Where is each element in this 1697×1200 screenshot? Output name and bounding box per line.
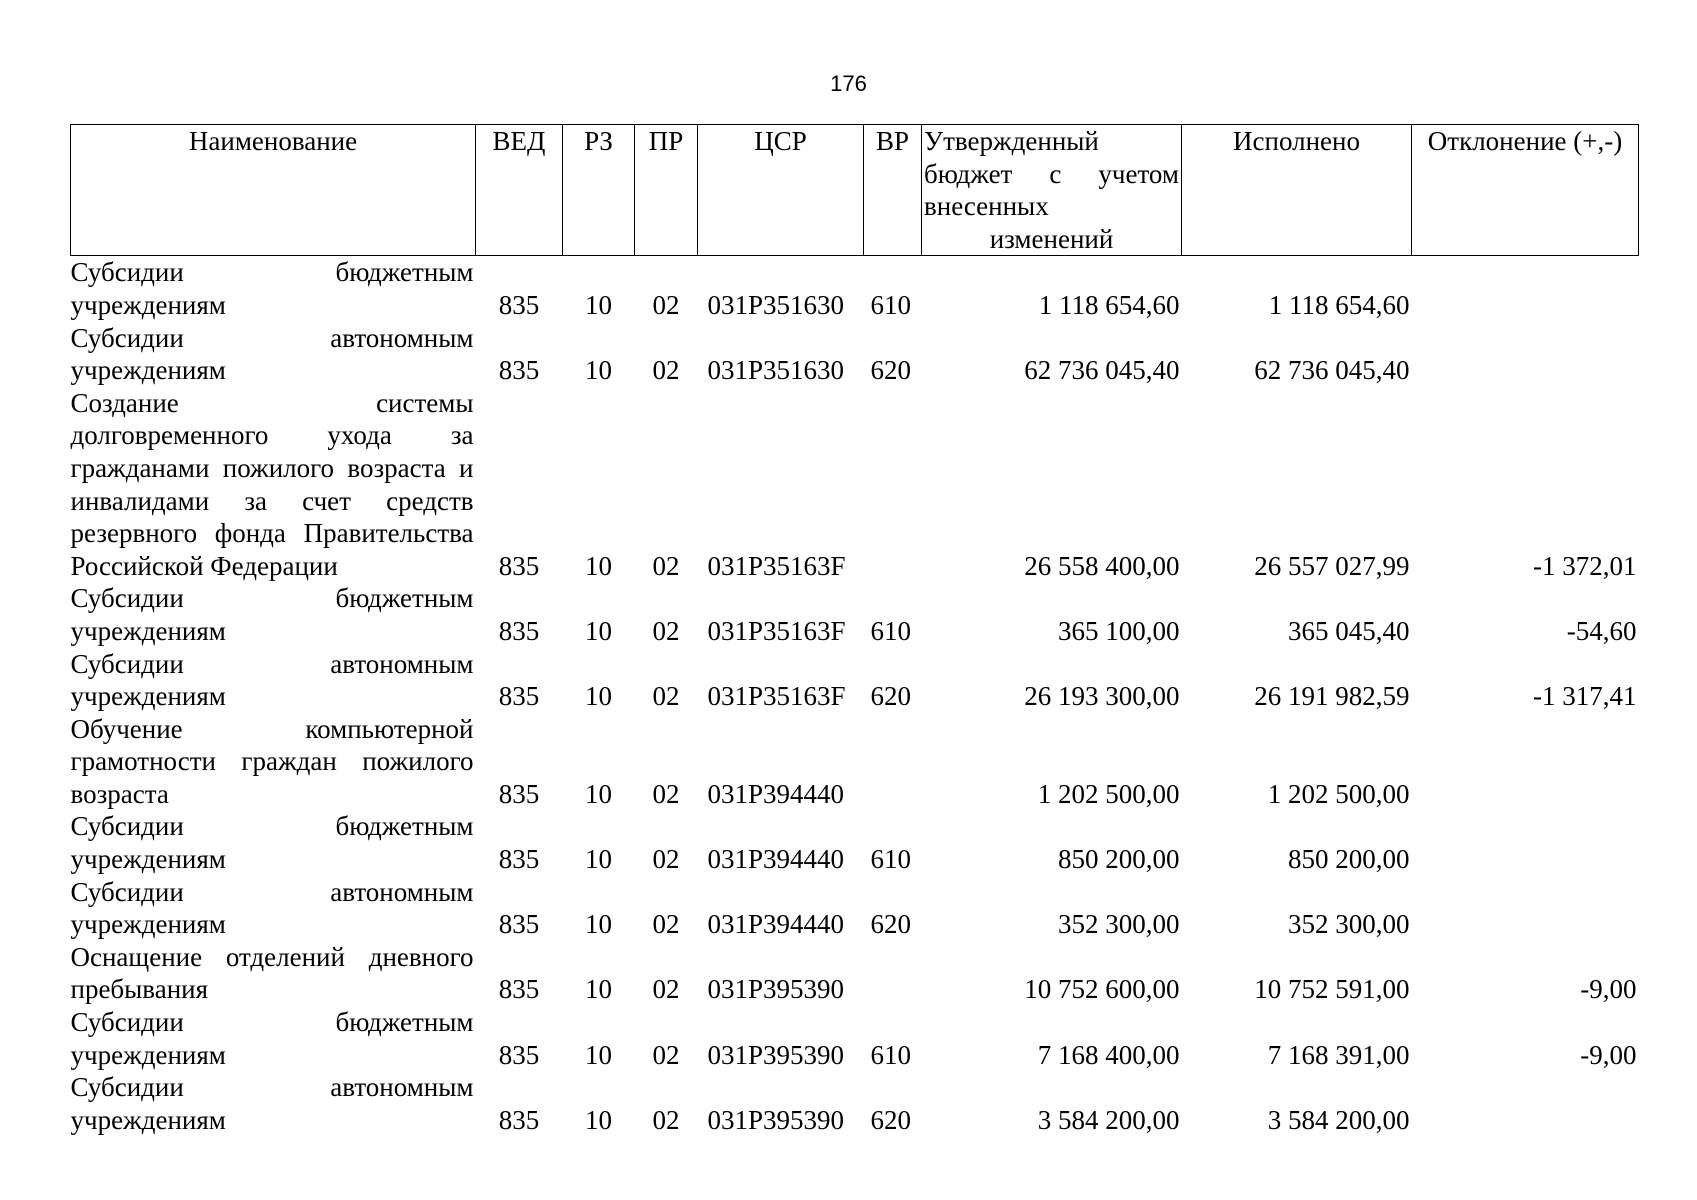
row-csr: 031P394440 (707, 844, 845, 875)
row-executed: 365 045,40 (1288, 615, 1410, 646)
budget-table (70, 124, 1639, 1136)
row-name: Субсидии бюджетным учреждениям (70, 257, 474, 320)
row-pr: 02 (652, 355, 680, 386)
row-approved: 62 736 045,40 (1024, 355, 1180, 386)
row-name: Субсидии автономным учреждениям (70, 876, 474, 940)
row-executed: 26 191 982,59 (1254, 681, 1410, 712)
header-csr: ЦСР (698, 125, 864, 256)
row-deviation (1412, 810, 1639, 875)
row-pr: 02 (652, 615, 680, 646)
row-approved: 26 193 300,00 (1024, 681, 1180, 712)
header-vr: ВР (864, 125, 922, 256)
row-csr: 031P351630 (707, 355, 845, 386)
header-name: Наименование (71, 125, 476, 256)
row-ved: 835 (498, 844, 540, 875)
row-csr: 031P35163F (707, 550, 846, 581)
row-deviation: -1 372,01 (1533, 550, 1637, 581)
row-deviation (1412, 1071, 1639, 1136)
row-executed: 3 584 200,00 (1267, 1104, 1410, 1135)
row-name: Субсидии бюджетным учреждениям (70, 811, 474, 875)
row-approved: 10 752 600,00 (1024, 974, 1180, 1005)
row-rz: 10 (585, 681, 612, 712)
row-ved: 835 (498, 909, 540, 940)
row-name: Субсидии автономным учреждениям (70, 1072, 474, 1135)
row-executed: 26 557 027,99 (1254, 550, 1410, 581)
page-number: 176 (830, 71, 867, 96)
row-deviation: -54,60 (1566, 615, 1637, 646)
row-csr: 031P395390 (707, 1039, 845, 1070)
row-executed: 7 168 391,00 (1267, 1039, 1410, 1070)
row-csr: 031P35163F (707, 681, 846, 712)
table-body (71, 256, 1639, 1137)
row-deviation (1412, 876, 1639, 941)
row-csr: 031P395390 (707, 1104, 845, 1135)
row-deviation (1412, 322, 1639, 387)
row-rz: 10 (585, 355, 612, 386)
row-name: Обучение компьютерной грамотности граждан пожилого возраста (70, 713, 474, 809)
header-approved-budget (922, 125, 1182, 256)
row-ved: 835 (498, 1104, 540, 1135)
row-executed: 62 736 045,40 (1254, 355, 1410, 386)
row-rz: 10 (585, 909, 612, 940)
row-approved: 3 584 200,00 (1037, 1104, 1180, 1135)
row-approved: 850 200,00 (1058, 844, 1180, 875)
row-name: Создание системы долговременного ухода за гражданами пожилого возраста и инвалидами за счет средств резервного фонда Правительства Российской Федерации (70, 387, 474, 581)
table-row (71, 387, 1639, 583)
row-vr: 610 (870, 289, 911, 320)
row-csr: 031P394440 (707, 778, 845, 809)
row-rz: 10 (585, 844, 612, 875)
row-approved: 1 118 654,60 (1038, 289, 1180, 320)
table-row (71, 582, 1639, 647)
row-name: Субсидии бюджетным учреждениям (70, 1007, 474, 1070)
row-vr: 620 (870, 909, 911, 940)
header-approved-budget-text: Утвержденный бюджет с учетом внесенных изменений (924, 126, 1179, 254)
row-vr (864, 941, 922, 1006)
header-rz: РЗ (563, 125, 635, 256)
row-csr: 031P395390 (707, 974, 845, 1005)
row-vr (864, 713, 922, 811)
row-approved: 26 558 400,00 (1024, 550, 1180, 581)
row-vr: 610 (870, 1039, 911, 1070)
table-row (71, 713, 1639, 811)
row-executed: 1 118 654,60 (1268, 289, 1410, 320)
header-ved: ВЕД (476, 125, 563, 256)
row-csr: 031P35163F (707, 615, 846, 646)
row-executed: 352 300,00 (1288, 909, 1410, 940)
row-deviation (1412, 256, 1639, 322)
row-rz: 10 (585, 974, 612, 1005)
row-executed: 850 200,00 (1288, 844, 1410, 875)
row-pr: 02 (652, 909, 680, 940)
row-pr: 02 (652, 974, 680, 1005)
row-name: Оснащение отделений дневного пребывания (70, 941, 474, 1005)
table-row (71, 1071, 1639, 1136)
row-pr: 02 (652, 1039, 680, 1070)
table-row (71, 810, 1639, 875)
row-vr: 610 (870, 844, 911, 875)
row-csr: 031P351630 (707, 289, 845, 320)
row-deviation: -1 317,41 (1533, 681, 1637, 712)
row-executed: 1 202 500,00 (1267, 778, 1410, 809)
row-pr: 02 (652, 681, 680, 712)
row-pr: 02 (652, 550, 680, 581)
row-ved: 835 (498, 681, 540, 712)
row-csr: 031P394440 (707, 909, 845, 940)
header-executed: Исполнено (1182, 125, 1412, 256)
row-ved: 835 (498, 778, 540, 809)
row-rz: 10 (585, 289, 612, 320)
row-executed: 10 752 591,00 (1254, 974, 1410, 1005)
row-vr: 620 (870, 1104, 911, 1135)
row-name: Субсидии автономным учреждениям (70, 648, 474, 712)
row-ved: 835 (498, 355, 540, 386)
row-pr: 02 (652, 844, 680, 875)
row-approved: 1 202 500,00 (1037, 778, 1180, 809)
table-row (71, 1006, 1639, 1071)
row-rz: 10 (585, 1039, 612, 1070)
row-ved: 835 (498, 974, 540, 1005)
row-ved: 835 (498, 1039, 540, 1070)
table-row (71, 256, 1639, 322)
row-rz: 10 (585, 778, 612, 809)
table-row (71, 876, 1639, 941)
table-row (71, 648, 1639, 713)
table-row (71, 322, 1639, 387)
row-approved: 7 168 400,00 (1037, 1039, 1180, 1070)
table-row (71, 941, 1639, 1006)
row-ved: 835 (498, 615, 540, 646)
row-rz: 10 (585, 1104, 612, 1135)
row-deviation: -9,00 (1580, 1039, 1637, 1070)
row-ved: 835 (498, 550, 540, 581)
row-vr: 620 (870, 355, 911, 386)
row-name: Субсидии автономным учреждениям (70, 322, 474, 386)
row-approved: 365 100,00 (1058, 615, 1180, 646)
row-ved: 835 (498, 289, 540, 320)
row-approved: 352 300,00 (1058, 909, 1180, 940)
row-pr: 02 (652, 289, 680, 320)
row-vr: 610 (870, 615, 911, 646)
row-vr (864, 387, 922, 583)
row-pr: 02 (652, 1104, 680, 1135)
row-rz: 10 (585, 615, 612, 646)
row-deviation (1412, 713, 1639, 811)
header-pr: ПР (635, 125, 698, 256)
header-deviation: Отклонение (+,-) (1412, 125, 1639, 256)
row-pr: 02 (652, 778, 680, 809)
row-vr: 620 (870, 681, 911, 712)
row-rz: 10 (585, 550, 612, 581)
row-name: Субсидии бюджетным учреждениям (70, 583, 474, 646)
row-deviation: -9,00 (1580, 974, 1637, 1005)
table-header (71, 125, 1639, 256)
